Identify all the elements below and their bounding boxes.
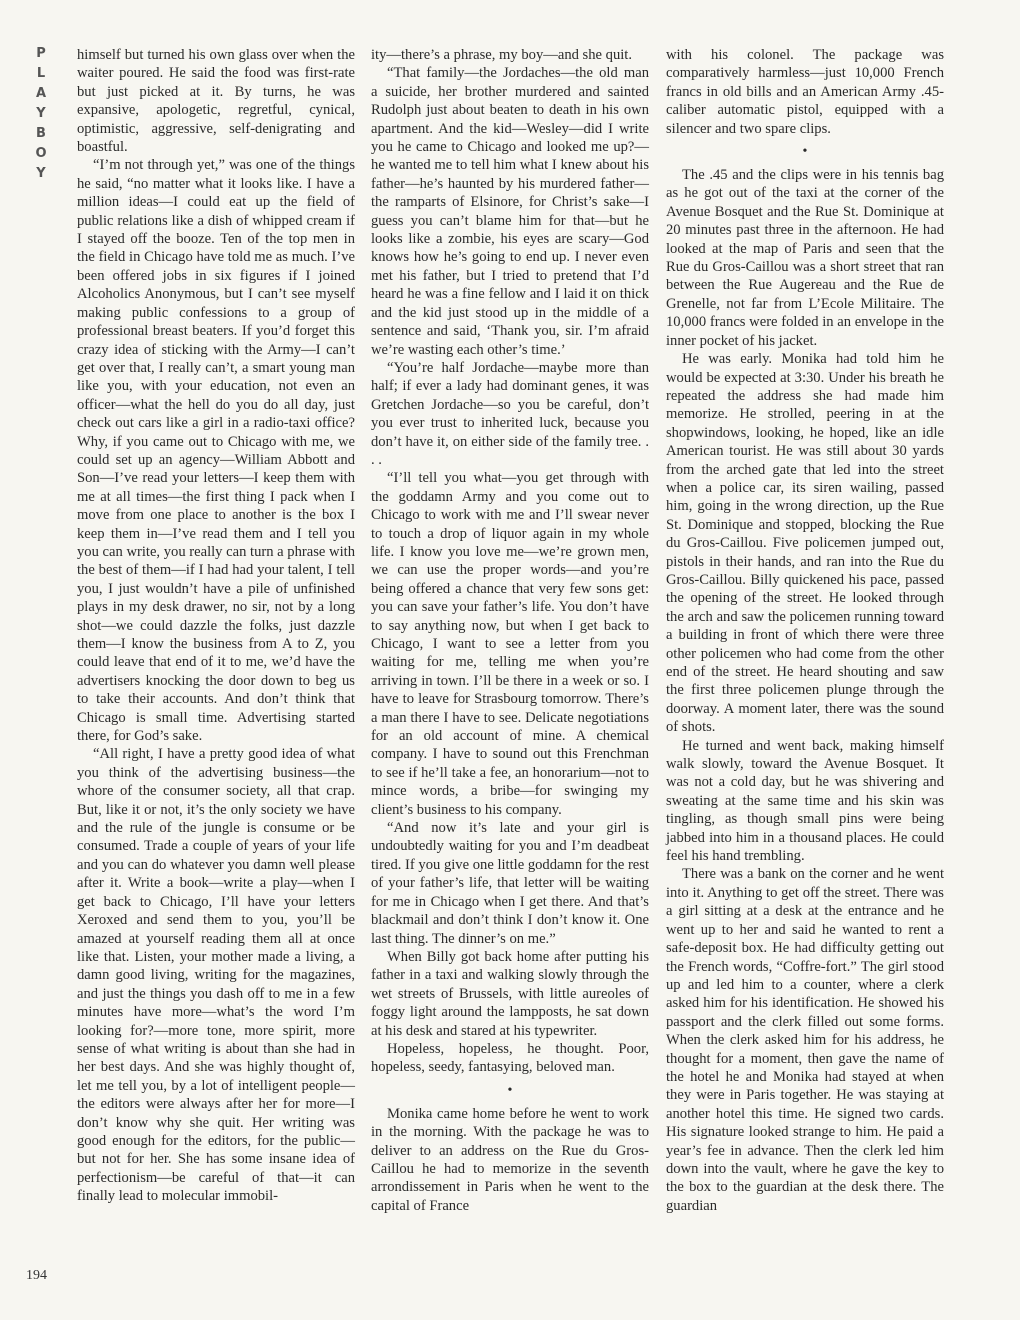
body-paragraph: “All right, I have a pretty good idea of what you think of the advertising business—the whore of the consumer society, all that crap. But, like it or not, it’s the only society we have and the rule of the jungle is consume or be consumed. Trade a couple of years of your life and you can do whatever you damn well please after it. Write a book—write a play—when I get back to Chicago, I’ll have your letters Xeroxed and send them to you, you’ll be amazed at yourself reading them all at once like that. Listen, your mother made a living, a damn good living, writing for the magazines, and just the things you dash off to me in a few minutes have more—what’s the word I’m looking for?—more tone, more spirit, more sense of what writing is about than she had in her best days. And she was highly thought of, let me tell you, by a lot of intelligent people—the editors were always after her for more—I don’t know why she quit. Her writing was good enough for the editors, for the public—but not for her. She has some insane idea of perfectionism—be careful of that—it can finally lead to molecular immobil- — [77, 746, 355, 1205]
masthead-letter: B — [36, 126, 46, 141]
playboy-masthead-vertical — [30, 44, 52, 184]
masthead-letter: A — [35, 86, 47, 101]
section-break-marker: • — [802, 144, 808, 160]
body-paragraph: “You’re half Jordache—maybe more than half; if ever a lady had dominant genes, it was Gretchen Jordache—so you be careful, don’t you ever trust to inherited luck, because you don’t have it, on either side of the family tree. . . . — [371, 359, 649, 468]
masthead-letter: L — [36, 66, 46, 81]
body-paragraph: with his colonel. The package was comparatively harmless—just 10,000 French francs in old bills and an American Army .45-caliber automatic pistol, equipped with a silencer and two spare clips. — [666, 47, 944, 137]
masthead-letter: O — [35, 146, 47, 161]
body-paragraph: The .45 and the clips were in his tennis bag as he got out of the taxi at the corner of the Avenue Bosquet and the Rue St. Dominique at 20 minutes past three in the afternoon. He had looked at the map of Paris and seen that the Rue du Gros-Caillou was a short street that ran between the Rue Augereau and the Rue de Grenelle, not far from L’Ecole Militaire. The 10,000 francs were folded in an envelope in the inner pocket of his jacket. — [666, 167, 944, 349]
body-paragraph: When Billy got back home after putting his father in a taxi and walking slowly through the wet streets of Brussels, with little aureoles of foggy light around the lampposts, he sat down at his desk and stared at his typewriter. — [371, 948, 649, 1039]
masthead-letter: Y — [36, 166, 46, 181]
masthead-letter: Y — [36, 106, 46, 121]
body-paragraph: Monika came home before he went to work in the morning. With the package he was to deliver to an address on the Rue du Gros-Caillou he had to memorize in the seventh arrondissement in Paris when he went to the capital of France — [371, 1105, 649, 1214]
section-break-marker: • — [507, 1082, 513, 1098]
text-column-1 — [77, 46, 355, 1206]
text-column-2 — [371, 46, 649, 1215]
body-paragraph: There was a bank on the corner and he went into it. Anything to get off the street. There was a girl sitting at a desk at the entrance and he went up to her and said he wanted to rent a safe-deposit box. He had difficulty getting out the French words, “Coffre-fort.” The girl stood up and led him to a counter, where a clerk asked him for his identification. He showed his passport and the clerk filled out some forms. When the clerk asked him for his address, he thought for a moment, then gave the name of the hotel he and Monika had stayed at when they were in Paris together. He was staying at another hotel this time. He signed two cards. His signature looked strange to him. He paid a year’s fee in advance. Then the clerk led him down into the vault, where he gave the key to the box to the guardian at the desk there. The guardian — [666, 866, 944, 1214]
text-column-3 — [666, 46, 944, 1215]
body-paragraph: “I’ll tell you what—you get through with the goddamn Army and you come out to Chicago to work with me and I’ll swear never to touch a drop of liquor again in my whole life. I know you love me—we’re grown men, we can use the proper words—and you’re being offered a chance that very few sons get: you can save your father’s life. You don’t have to say anything now, but when I get back to Chicago, I want to see a letter from you waiting for me, telling me when you’re arriving in town. I’ll be there in a week or so. I have to leave for Strasbourg tomorrow. There’s a man there I have to see. Delicate negotiations for an old account of mine. A chemical company. I have to sound out this Frenchman to see if he’ll take a fee, an honorarium—not to mince words, a bribe—for swinging my client’s business to his company. — [371, 470, 649, 818]
page-number: 194 — [26, 1268, 47, 1283]
body-paragraph: himself but turned his own glass over when the waiter poured. He said the food was first-rate but just picked at it. By turns, he was expansive, apologetic, regretful, cynical, optimistic, aggressive, self-denigrating and boastful. — [77, 47, 355, 156]
body-paragraph: He was early. Monika had told him he would be expected at 3:30. Under his breath he repeated the address she had made him memorize. He strolled, peering in at the shopwindows, looking, he hoped, like an idle American tourist. He was still about 30 yards from the arched gate that led into the street when a police car, its siren wailing, passed him, going in the wrong direction, up the Rue St. Dominique and stopped, blocking the Rue du Gros-Caillou. Five policemen jumped out, pistols in their hands, and ran into the Rue du Gros-Caillou. Billy quickened his pace, passed the opening of the street. He looked through the arch and saw the policemen running toward a building in front of which there were three other policemen who had come from the other end of the street. He heard shouting and saw the first three policemen plunge through the doorway. A moment later, there was the sound of shots. — [666, 351, 944, 736]
body-paragraph: ity—there’s a phrase, my boy—and she quit. — [371, 47, 633, 63]
body-paragraph: “And now it’s late and your girl is undoubtedly waiting for you and I’m deadbeat tired. If you give one little goddamn for the rest of your father’s life, that letter will be waiting for me in Chicago when I get there. And that’s blackmail and don’t think I don’t know it. One last thing. The dinner’s on me.” — [371, 820, 650, 947]
masthead-letter: P — [36, 46, 46, 61]
body-paragraph: “That family—the Jordaches—the old man a suicide, her brother murdered and sainted Rudolph just about beaten to death in his own apartment. And the kid—Wesley—did I write you he came to Chicago and looked me up?—he wanted me to tell him what I knew about his father—he’s haunted by his murdered father—the ramparts of Elsinore, for Christ’s sake—I guess you can’t blame him for that—but he looks like a zombie, his eyes are scary—God knows how he’s going to end up. I never even met his father, but I tried to pretend that I’d heard he was a fine fellow and I laid it on thick and the kid just stood up in the middle of a sentence and said, ‘Thank you, sir. I’m afraid we’re wasting each other’s time.’ — [371, 65, 649, 358]
body-paragraph: Hopeless, hopeless, he thought. Poor, hopeless, seedy, fantasying, beloved man. — [371, 1040, 649, 1076]
body-paragraph: “I’m not through yet,” was one of the things he said, “no matter what it looks like. I have a million ideas—I could eat up the field of public relations like a dish of whipped cream if I stayed off the booze. Ten of the top men in the field in Chicago have told me as much. I’ve been offered jobs in six figures if I joined Alcoholics Anonymous, but I can’t see myself making public confessions to a group of professional breast beaters. If you’d forget this crazy idea of sticking with the Army—I can’t get over that, I really can’t, a smart young man like you, with your education, not even an officer—what the hell do you do all day, just check out cars like a girl in a radio-taxi office? Why, if you came out to Chicago with me, we could set up an agency—William Abbott and Son—I’ve read your letters—I keep them with me at all times—the first thing I pack when I move from one place to another is the box I keep them in—I’ve read them and I tell you you can write, you really can turn a phrase with the best of them—if I had had your talent, I tell you, I just wouldn’t have a pile of unfinished plays in my desk drawer, no sir, not by a long shot—we could dazzle the folks, just dazzle them—I know the business from A to Z, you could leave that end of it to me, we’d have the advertisers knocking the door down to beg us to take their accounts. And don’t think that Chicago is small time. Advertising started there, for God’s sake. — [77, 157, 355, 745]
body-paragraph: He turned and went back, making himself walk slowly, toward the Avenue Bosquet. It was not a cold day, but he was shivering and sweating at the same time and his skin was tingling, as though small pins were being jabbed into him in a thousand places. He could feel his hand trembling. — [666, 737, 944, 865]
